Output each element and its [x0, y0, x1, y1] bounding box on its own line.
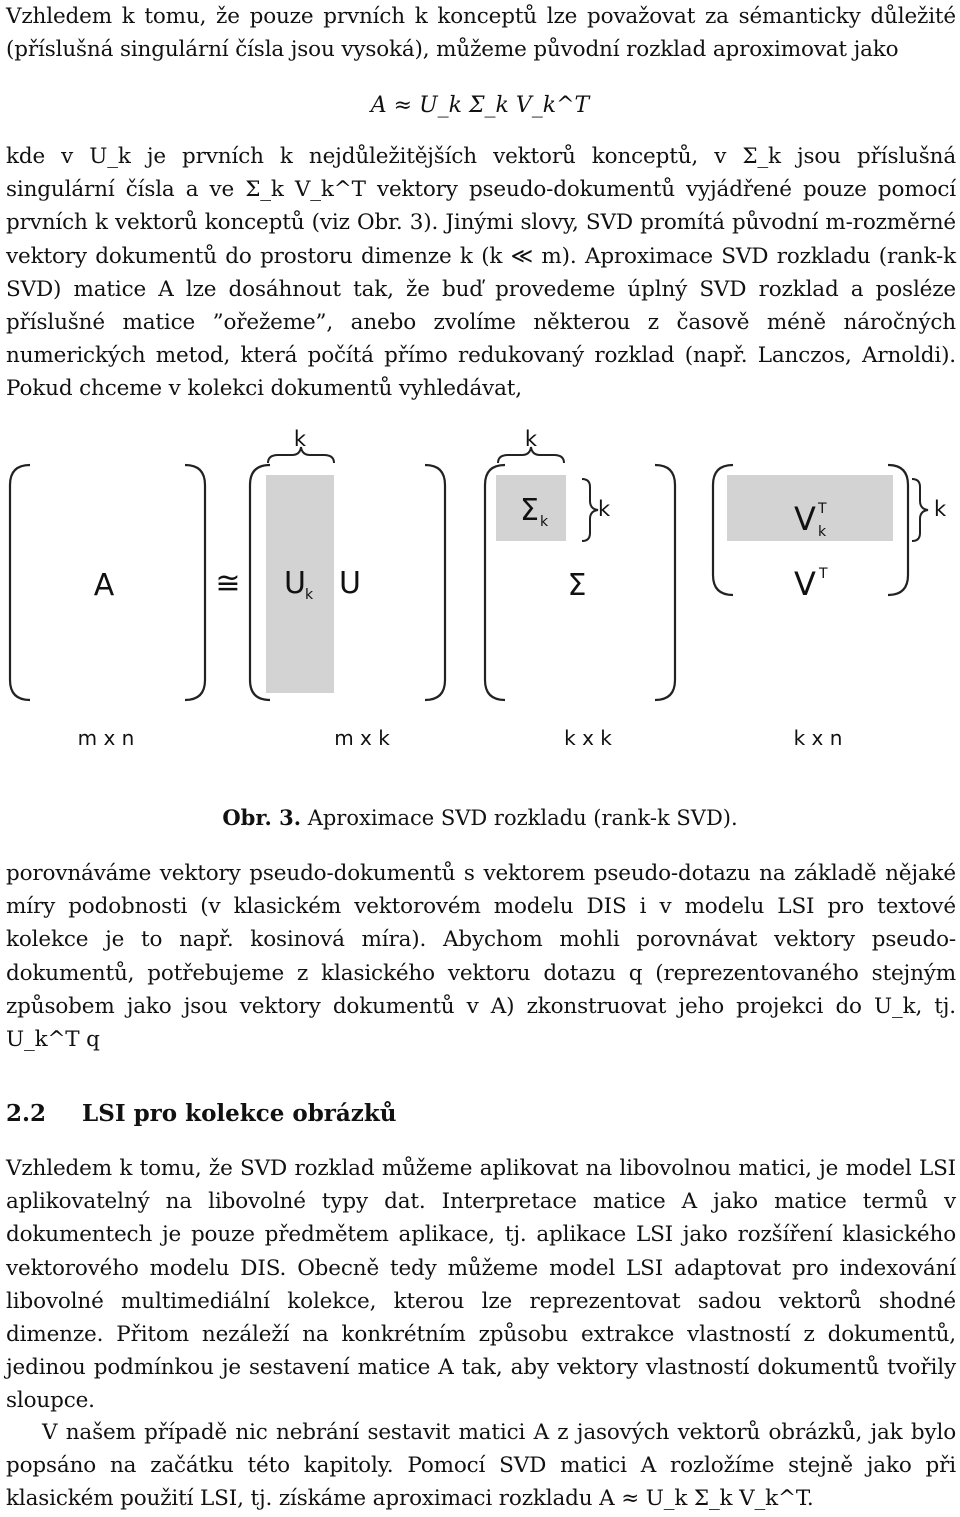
dim-v-label: k x n — [793, 726, 843, 750]
dim-a-label: m x n — [77, 726, 135, 750]
section-title: LSI pro kolekce obrázků — [82, 1100, 397, 1127]
equation-approximation — [0, 93, 960, 118]
dim-u-label: m x k — [334, 726, 390, 750]
paragraph-svd-explanation — [6, 140, 956, 406]
matrix-a-label: A — [93, 568, 115, 603]
caption-label: Obr. 3. — [222, 805, 302, 830]
v-label: V — [794, 565, 816, 603]
v-label-sup: T — [819, 566, 828, 582]
matrix-u-right-bracket — [425, 465, 445, 700]
sigmak-label: Σ — [520, 493, 539, 528]
dim-sigma-label: k x k — [564, 726, 612, 750]
sigma-label: Σ — [567, 568, 587, 603]
paragraph-lsi-images-text: Vzhledem k tomu, že SVD rozklad můžeme aplikovat na libovolnou matici, je model LSI aplikovatelný na libovolné typy dat. Interpretace matice A jako matice termů v dokumentech je pouze předmětem aplikace, tj. aplikace LSI jako rozšíření klasického vektorového modelu DIS. Obecně tedy můžeme model LSI adaptovat pro indexování libovolné multimediální kolekce, kterou lze reprezentovat sadou vektorů shodné dimenze. Přitom nezáleží na konkrétním způsobu extrakce vlastností z dokumentů, jedinou podmínkou je sestavení matice A tak, aby vektory vlastností dokumentů tvořily sloupce. — [6, 1156, 956, 1414]
paragraph-pseudo-query — [6, 857, 956, 1056]
paragraph-our-case-text: V našem případě nic nebrání sestavit matici A z jasových vektorů obrázků, jak bylo popsáno na začátku této kapitoly. Pomocí SVD matici A rozložíme stejně jako při klasickém použití LSI, tj. získáme aproximaci rozkladu A ≈ U_k Σ_k V_k^T. — [6, 1420, 956, 1512]
sigmak-side-brace — [582, 479, 598, 541]
caption-text: Aproximace SVD rozkladu (rank-k SVD). — [307, 806, 738, 830]
paragraph-lsi-images — [6, 1152, 956, 1418]
equation-text: A ≈ U_k Σ_k V_k^T — [370, 93, 590, 118]
uk-brace-label: k — [293, 427, 307, 451]
matrix-a-right-bracket — [185, 465, 205, 700]
section-number: 2.2 — [6, 1100, 47, 1127]
paragraph-svd-text: kde v U_k je prvních k nejdůležitějších vektorů konceptů, v Σ_k jsou příslušná singulární čísla a ve Σ_k V_k^T vektory pseudo-dokumentů vyjádřené pouze pomocí prvních k vektorů konceptů (viz Obr. 3). Jinými slovy, SVD promítá původní m-rozměrné vektory dokumentů do prostoru dimenze k (k ≪ m). Aproximace SVD rozkladu (rank-k SVD) matice A lze dosáhnout tak, že buď provedeme úplný SVD rozklad a posléze příslušné matice ”ořežeme”, anebo zvolíme některou z časově méně náročných numerických metod, která počítá přímo redukovaný rozklad (např. Lanczos, Arnoldi). Pokud chceme v kolekci dokumentů vyhledávat, — [6, 144, 956, 402]
uk-label: U — [284, 566, 306, 601]
vk-label-sub: k — [818, 524, 827, 540]
approx-symbol: ≅ — [215, 566, 241, 601]
section-heading — [6, 1100, 397, 1127]
sigmak-brace-label: k — [524, 427, 538, 451]
vk-label: V — [794, 500, 816, 538]
paragraph-intro-text: Vzhledem k tomu, že pouze prvních k konceptů lze považovat za sémanticky důležité (příslušná singulární čísla jsou vysoká), můžeme původní rozklad aproximovat jako — [6, 4, 956, 63]
matrix-sigma-right-bracket — [655, 465, 675, 700]
uk-label-sub: k — [305, 587, 314, 603]
matrix-a-left-bracket — [10, 465, 30, 700]
vk-side-label: k — [934, 497, 947, 521]
paragraph-intro — [6, 0, 956, 66]
paragraph-our-case — [6, 1416, 956, 1516]
figure-caption — [0, 805, 960, 830]
sigmak-side-label: k — [598, 497, 611, 521]
svd-diagram — [0, 425, 960, 815]
u-label: U — [339, 566, 361, 601]
sigmak-label-sub: k — [540, 514, 549, 530]
vk-side-brace — [912, 479, 928, 541]
vk-label-sup: T — [818, 501, 827, 517]
paragraph-pseudo-query-text: porovnáváme vektory pseudo-dokumentů s vektorem pseudo-dotazu na základě nějaké míry podobnosti (v klasickém vektorovém modelu DIS i v modelu LSI pro textové kolekce je to např. kosinová míra). Abychom mohli porovnávat vektory pseudo-dokumentů, potřebujeme z klasického vektoru dotazu q (reprezentovaného stejným způsobem jako jsou vektory dokumentů v A) zkonstruovat jeho projekci do U_k, tj. U_k^T q — [6, 861, 956, 1053]
